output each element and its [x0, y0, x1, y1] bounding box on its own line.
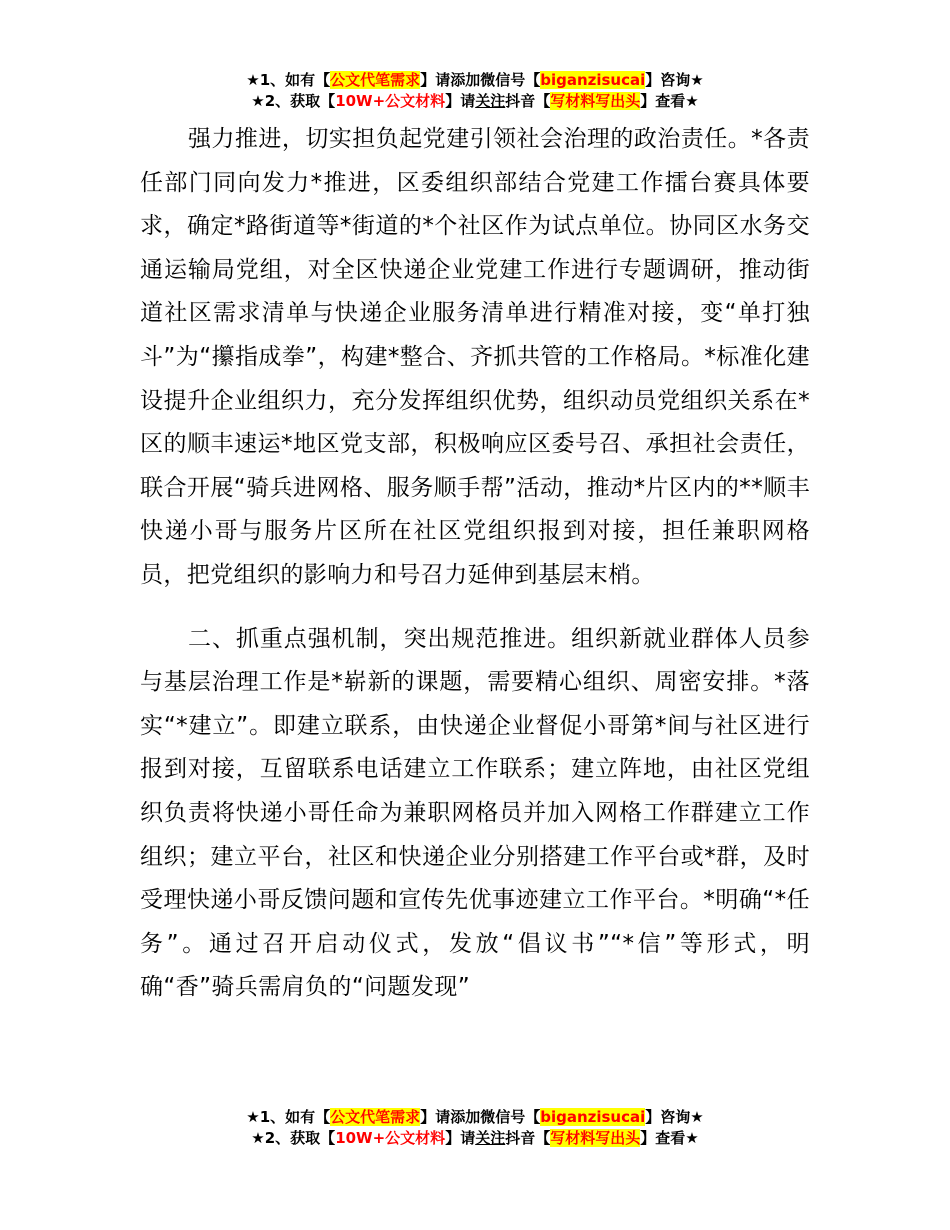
- header-line2-please: 】请: [445, 92, 476, 110]
- header-line2-prefix: ★2、获取【: [251, 92, 336, 110]
- footer-line1-middle: 】请添加微信号【: [420, 1108, 541, 1126]
- header-wechat-id-highlight: biganzisucai: [540, 71, 646, 89]
- header-ghostwriting-highlight: 公文代笔需求: [330, 71, 421, 89]
- header-banner-line-1: [0, 70, 950, 91]
- footer-line2-prefix: ★2、获取【: [251, 1129, 336, 1147]
- header-banner-line-2: [0, 91, 950, 112]
- header-line1-middle: 】请添加微信号【: [420, 71, 541, 89]
- document-body: [140, 118, 810, 1010]
- footer-douyin-account-highlight: 写材料写出头: [550, 1129, 641, 1147]
- header-line2-suffix: 】查看★: [640, 92, 699, 110]
- header-follow-underlined: 关注: [475, 92, 506, 110]
- header-materials-highlight: 10W+公文材料: [335, 92, 446, 110]
- footer-line1-prefix: ★1、如有【: [246, 1108, 331, 1126]
- body-paragraph-1: 强力推进，切实担负起党建引领社会治理的政治责任。*各责任部门同向发力*推进，区委组织部结合党建工作擂台赛具体要求，确定*路街道等*街道的*个社区作为试点单位。协同区水务交通运输局党组，对全区快递企业党建工作进行专题调研，推动街道社区需求清单与快递企业服务清单进行精准对接，变“单打独斗”为“攥指成拳”，构建*整合、齐抓共管的工作格局。*标准化建设提升企业组织力，充分发挥组织优势，组织动员党组织关系在*区的顺丰速运*地区党支部，积极响应区委号召、承担社会责任，联合开展“骑兵进网格、服务顺手帮”活动，推动*片区内的**顺丰快递小哥与服务片区所在社区党组织报到对接，担任兼职网格员，把党组织的影响力和号召力延伸到基层末梢。: [140, 126, 810, 588]
- footer-line2-suffix: 】查看★: [640, 1129, 699, 1147]
- body-paragraph-2: 二、抓重点强机制，突出规范推进。组织新就业群体人员参与基层治理工作是*崭新的课题，需要精心组织、周密安排。*落实“*建立”。即建立联系，由快递企业督促小哥第*间与社区进行报到对接，互留联系电话建立工作联系；建立阵地，由社区党组织负责将快递小哥任命为兼职网格员并加入网格工作群建立工作组织；建立平台，社区和快递企业分别搭建工作平台或*群，及时受理快递小哥反馈问题和宣传先优事迹建立工作平台。*明确“*任务”。通过召开启动仪式，发放“倡议书”“*信”等形式，明确“香”骑兵需肩负的“问题发现”: [140, 625, 810, 1001]
- footer-line1-suffix: 】咨询★: [645, 1108, 704, 1126]
- footer-line2-please: 】请: [445, 1129, 476, 1147]
- header-douyin-account-highlight: 写材料写出头: [550, 92, 641, 110]
- footer-wechat-id-highlight: biganzisucai: [540, 1108, 646, 1126]
- footer-ghostwriting-highlight: 公文代笔需求: [330, 1108, 421, 1126]
- footer-materials-highlight: 10W+公文材料: [335, 1129, 446, 1147]
- footer-banner: [0, 1107, 950, 1149]
- footer-follow-underlined: 关注: [475, 1129, 506, 1147]
- footer-line2-douyin: 抖音【: [505, 1129, 551, 1147]
- header-line1-prefix: ★1、如有【: [246, 71, 331, 89]
- footer-banner-line-2: [0, 1128, 950, 1149]
- header-banner: [0, 70, 950, 112]
- header-line1-suffix: 】咨询★: [645, 71, 704, 89]
- footer-banner-line-1: [0, 1107, 950, 1128]
- header-line2-douyin: 抖音【: [505, 92, 551, 110]
